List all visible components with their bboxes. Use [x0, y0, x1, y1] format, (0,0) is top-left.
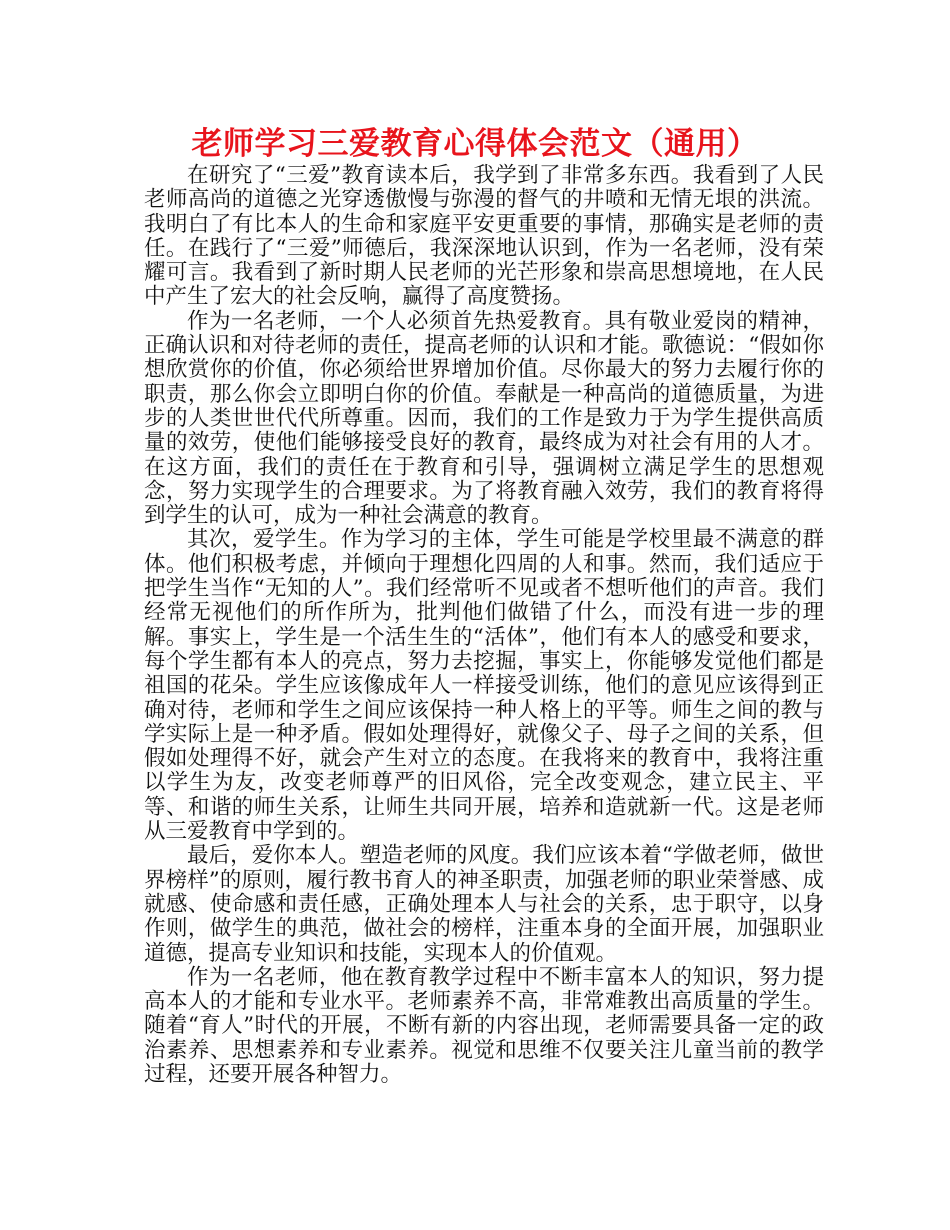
document-title: 老师学习三爱教育心得体会范文（通用） [191, 126, 759, 162]
paragraph-4: 最后，爱你本人。塑造老师的风度。我们应该本着“学做老师，做世界榜样”的原则，履行教书育人的神圣职责，加强老师的职业荣誉感、成就感、使命感和责任感，正确处理本人与社会的关系，忠于职守，以身作则，做学生的典范，做社会的榜样，注重本身的全面开展，加强职业道德，提高专业知识和技能，实现本人的价值观。 [144, 843, 824, 966]
paragraph-1: 在研究了“三爱”教育读本后，我学到了非常多东西。我看到了人民老师高尚的道德之光穿透傲慢与弥漫的督气的井喷和无情无垠的洪流。我明白了有比本人的生命和家庭平安更重要的事情，那确实是老师的责任。在践行了“三爱”师德后，我深深地认识到，作为一名老师，没有荣耀可言。我看到了新时期人民老师的光芒形象和崇高思想境地，在人民中产生了宏大的社会反响，赢得了高度赞扬。 [144, 163, 824, 310]
paragraph-5: 作为一名老师，他在教育教学过程中不断丰富本人的知识，努力提高本人的才能和专业水平。老师素养不高，非常难教出高质量的学生。随着“育人”时代的开展，不断有新的内容出现，老师需要具备一定的政治素养、思想素养和专业素养。视觉和思维不仅要关注儿童当前的教学过程，还要开展各种智力。 [144, 964, 824, 1087]
paragraph-3: 其次，爱学生。作为学习的主体，学生可能是学校里最不满意的群体。他们积极考虑，并倾向于理想化四周的人和事。然而，我们适应于把学生当作“无知的人”。我们经常听不见或者不想听他们的声音。我们经常无视他们的所作所为，批判他们做错了什么，而没有进一步的理解。事实上，学生是一个活生生的“活体”，他们有本人的感受和要求，每个学生都有本人的亮点，努力去挖掘，事实上，你能够发觉他们都是祖国的花朵。学生应该像成年人一样接受训练，他们的意见应该得到正确对待，老师和学生之间应该保持一种人格上的平等。师生之间的教与学实际上是一种矛盾。假如处理得好，就像父子、母子之间的关系，但假如处理得不好，就会产生对立的态度。在我将来的教育中，我将注重以学生为友，改变老师尊严的旧风俗，完全改变观念，建立民主、平等、和谐的师生关系，让师生共同开展，培养和造就新一代。这是老师从三爱教育中学到的。 [144, 527, 824, 845]
document-body [144, 164, 824, 1087]
paragraph-2: 作为一名老师，一个人必须首先热爱教育。具有敬业爱岗的精神，正确认识和对待老师的责任，提高老师的认识和才能。歌德说：“假如你想欣赏你的价值，你必须给世界增加价值。尽你最大的努力去履行你的职责，那么你会立即明白你的价值。奉献是一种高尚的道德质量，为进步的人类世世代代所尊重。因而，我们的工作是致力于为学生提供高质量的效劳，使他们能够接受良好的教育，最终成为对社会有用的人才。在这方面，我们的责任在于教育和引导，强调树立满足学生的思想观念，努力实现学生的合理要求。为了将教育融入效劳，我们的教育将得到学生的认可，成为一种社会满意的教育。 [144, 308, 824, 529]
